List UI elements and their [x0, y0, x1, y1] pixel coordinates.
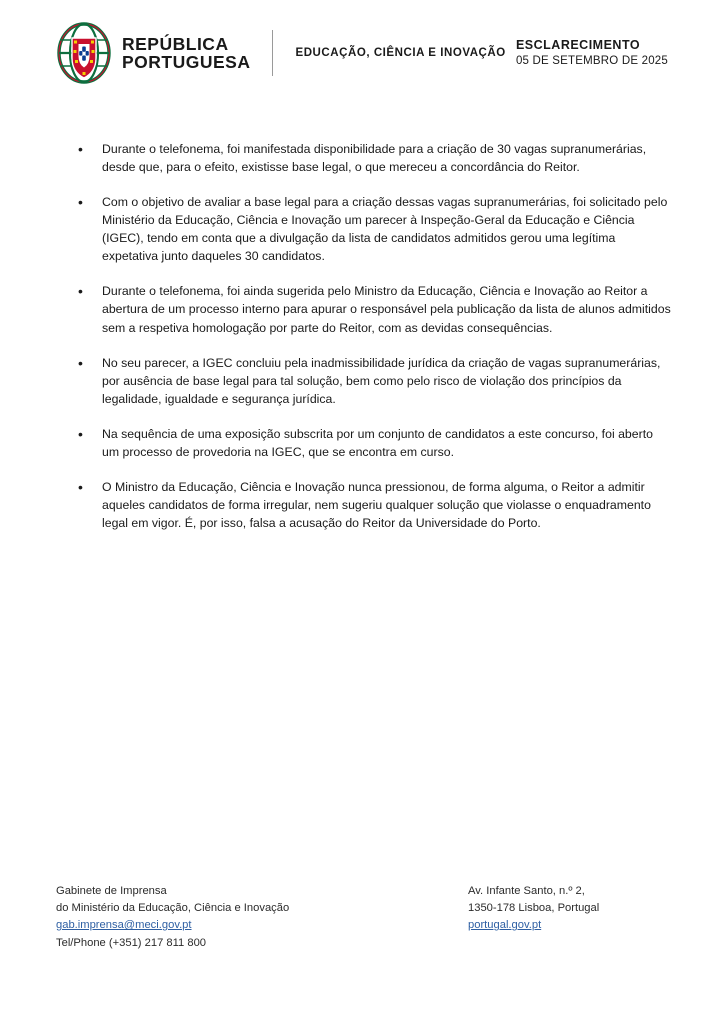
- list-item: • Com o objetivo de avaliar a base legal para a criação dessas vagas supranumerárias, foi solicitado pelo Ministério da Educação, Ciência e Inovação um parecer à Inspeção-Geral da Educação e Ciência (IGEC), tendo em conta que a divulgação da lista de candidatos admitidos gerou uma legítima expetativa junto daqueles 30 candidatos.: [72, 193, 672, 265]
- list-item: • Durante o telefonema, foi ainda sugerida pelo Ministro da Educação, Ciência e Inovação ao Reitor a abertura de um processo interno para apurar o responsável pela publicação da lista de alunos admitidos sem a respetiva homologação por parte do Reitor, com as devidas consequências.: [72, 282, 672, 336]
- footer-email-link[interactable]: gab.imprensa@meci.gov.pt: [56, 919, 192, 932]
- footer-address-line-2: 1350-178 Lisboa, Portugal: [468, 901, 600, 914]
- document-date: 05 DE SETEMBRO DE 2025: [515, 54, 668, 67]
- document-type: ESCLARECIMENTO: [515, 37, 641, 52]
- footer-office-name: Gabinete de Imprensa: [56, 884, 167, 897]
- footer-phone: Tel/Phone (+351) 217 811 800: [56, 936, 207, 949]
- republica-portuguesa-wordmark: [122, 35, 250, 72]
- document-header: [0, 22, 724, 84]
- list-item: • No seu parecer, a IGEC concluiu pela inadmissibilidade jurídica da criação de vagas supranumerárias, por ausência de base legal para tal solução, bem como pelo risco de violação dos princípios da legalidade, igualdade e segurança jurídica.: [72, 354, 672, 408]
- bullet-list: [72, 140, 672, 532]
- ministry-name: EDUCAÇÃO, CIÊNCIA E INOVAÇÃO: [295, 47, 506, 59]
- list-item: • Durante o telefonema, foi manifestada disponibilidade para a criação de 30 vagas supranumerárias, desde que, para o efeito, existisse base legal, o que mereceu a concordância do Reitor.: [72, 140, 672, 176]
- footer-ministry-name: do Ministério da Educação, Ciência e Inovação: [56, 901, 290, 914]
- document-body: [72, 140, 672, 549]
- portugal-coat-of-arms-icon: [56, 22, 112, 84]
- footer-address-line-1: Av. Infante Santo, n.º 2,: [468, 884, 585, 897]
- footer-contact-block: [56, 883, 456, 952]
- footer-website-link[interactable]: portugal.gov.pt: [468, 919, 542, 932]
- document-meta: [516, 37, 668, 69]
- document-footer: [0, 883, 724, 952]
- header-divider: [272, 30, 273, 76]
- list-item: • O Ministro da Educação, Ciência e Inovação nunca pressionou, de forma alguma, o Reitor a admitir aqueles candidatos de forma irregular, nem sugeriu qualquer solução que violasse o enquadramento legal em vigor. É, por isso, falsa a acusação do Reitor da Universidade do Porto.: [72, 478, 672, 532]
- republica-line-1: REPÚBLICA: [122, 33, 229, 54]
- list-item: • Na sequência de uma exposição subscrita por um conjunto de candidatos a este concurso, foi aberto um processo de provedoria na IGEC, que se encontra em curso.: [72, 425, 672, 461]
- footer-address-block: [468, 883, 599, 952]
- republica-line-2: PORTUGUESA: [122, 52, 251, 72]
